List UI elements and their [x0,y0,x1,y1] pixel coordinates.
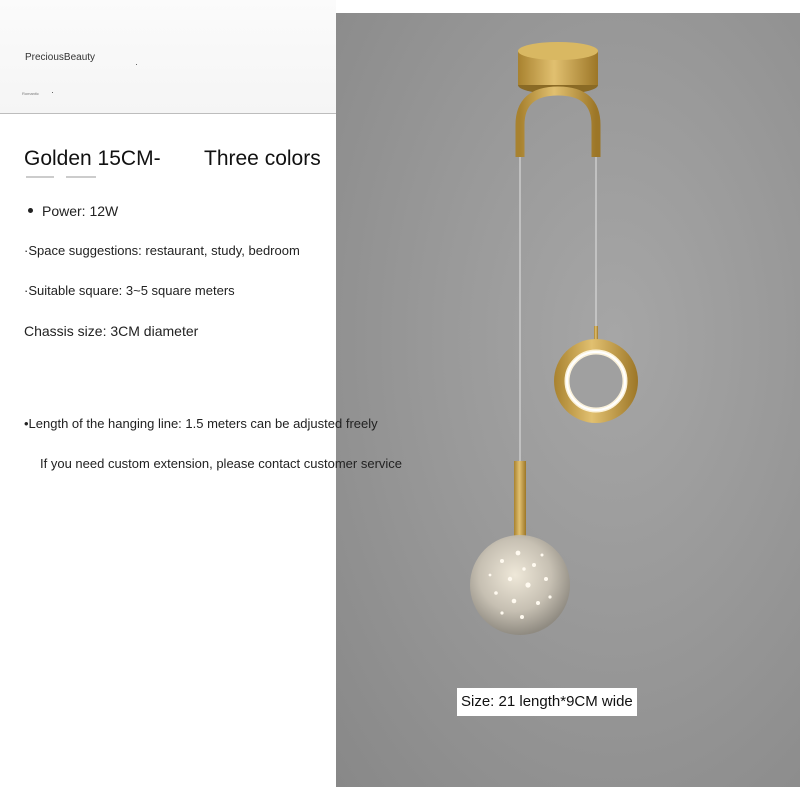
spec-hanging-line: •Length of the hanging line: 1.5 meters can be adjusted freely [24,416,378,431]
decor-dot [136,64,137,65]
spec-space: ·Space suggestions: restaurant, study, bedroom [24,243,300,258]
spec-custom-extension: If you need custom extension, please contact customer service [40,456,403,471]
glass-orb-pendant [470,535,570,635]
spec-power: Power: 12W [24,203,118,219]
spec-square: ·Suitable square: 3~5 square meters [24,283,235,298]
title-underline [26,176,96,178]
brand-tagline: Romantic [22,91,39,96]
orb-stem [514,461,526,537]
spec-chassis: Chassis size: 3CM diameter [24,323,199,339]
decor-dot [52,92,53,93]
product-photo [336,13,800,787]
bullet-icon [28,208,33,213]
u-bracket [520,91,596,157]
product-title: Golden 15CM- [24,147,161,170]
pendant-lamp-illustration [336,13,800,787]
brand-name: PreciousBeauty [25,52,96,63]
product-colors-title: Three colors [204,147,321,170]
header-divider [0,113,336,114]
size-label: Size: 21 length*9CM wide [457,688,637,716]
